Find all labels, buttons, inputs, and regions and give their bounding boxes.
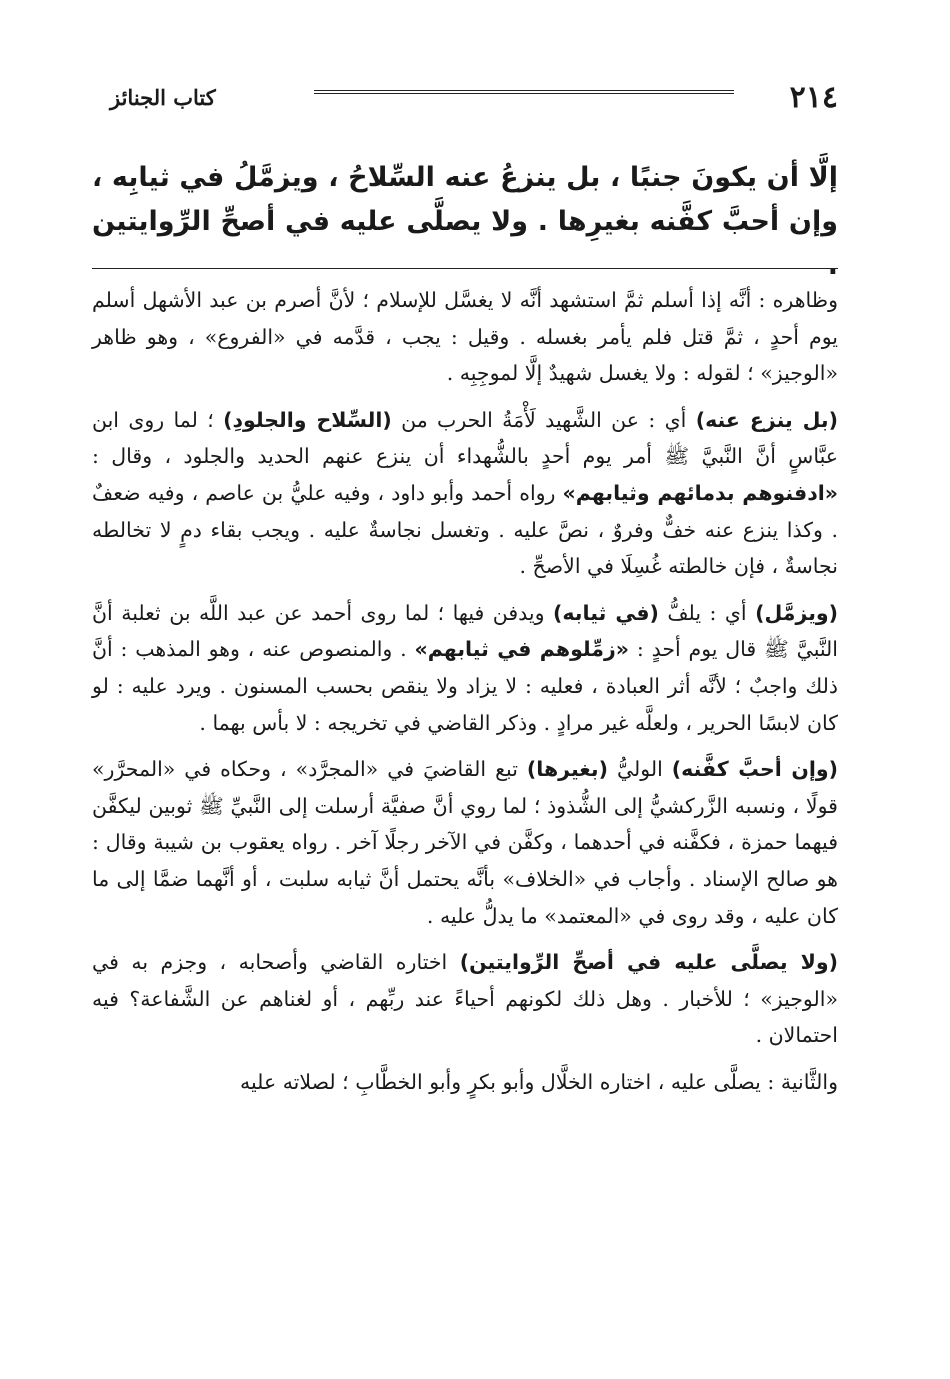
quoted-matn-phrase: (في ثيابه)	[553, 600, 659, 625]
quoted-matn-phrase: (بغيرها)	[526, 757, 608, 782]
quoted-matn-phrase: (السِّلاح والجلودِ)	[223, 407, 392, 432]
commentary-paragraph-2	[92, 402, 838, 585]
commentary-text: ويدفن فيها ؛ لما روى أحمد عن عبد اللَّه بن ثعلبة أنَّ النَّبيَّ ﷺ قال يوم أحدٍ :	[92, 600, 839, 662]
quoted-matn-phrase: (بل ينزع عنه)	[695, 407, 839, 432]
page-number: ٢١٤	[789, 80, 838, 115]
matn-separator-rule	[92, 268, 838, 269]
commentary-text: اختاره القاضي وأصحابه ، وجزم به في «الوجيز» ؛ للأخبار . وهل ذلك لكونهم أحياءً عند ربِّهم ، أو لغناهم عن الشَّفاعة؟ فيه احتمالان .	[92, 950, 838, 1048]
commentary-paragraph-3	[92, 595, 838, 741]
commentary-text: الوليُّ	[607, 757, 672, 782]
hadith-quote: «ادفنوهم بدمائهم وثيابهم»	[562, 480, 838, 505]
commentary	[92, 282, 838, 1100]
commentary-text: رواه أحمد وأبو داود ، وفيه عليُّ بن عاصم ، وفيه ضعفٌ . وكذا ينزع عنه خفٌّ وفروٌ ، نصَّ عليه . وتغسل نجاسةٌ عليه . ويجب بقاء دمٍ لا تخالطه نجاسةٌ ، فإن خالطته غُسِلَا في الأصحِّ .	[92, 480, 838, 579]
quoted-matn-phrase: (ويزمَّل)	[755, 600, 838, 625]
quoted-matn-phrase: (وإن أحبَّ كفَّنه)	[671, 757, 838, 782]
book-title: كتاب الجنائز	[110, 85, 216, 110]
header-rule	[314, 90, 734, 94]
commentary-paragraph-4	[92, 751, 838, 934]
matn-text: إلَّا أن يكونَ جنبًا ، بل ينزعُ عنه السِّلاحُ ، ويزمَّلُ في ثيابِه ، وإن أحبَّ كفَّنه بغيرِها . ولا يصلَّى عليه في أصحِّ الرِّوايتين .	[92, 162, 838, 281]
commentary-paragraph-1: وظاهره : أنَّه إذا أسلم ثمَّ استشهد أنَّه لا يغسَّل للإسلام ؛ لأنَّ أصرم بن عبد الأشهل أسلم يوم أحدٍ ، ثمَّ قتل فلم يأمر بغسله . وقيل : يجب ، قدَّمه في «الفروع» ، وهو ظاهر «الوجيز» ؛ لقوله : ولا يغسل شهيدٌ إلَّا لموجِبِه .	[92, 288, 838, 386]
commentary-text: ؛ لما روى ابن عبَّاسٍ أنَّ النَّبيَّ ﷺ أمر يوم أحدٍ بالشُّهداء أن ينزع عنهم الحديد والجلود ، وقال :	[92, 407, 838, 469]
commentary-paragraph-6: والثَّانية : يصلَّى عليه ، اختاره الخلَّال وأبو بكرٍ وأبو الخطَّابِ ؛ لصلاته عليه	[239, 1069, 838, 1094]
commentary-text: أي : عن الشَّهيد لَأْمَةُ الحرب من	[391, 407, 696, 432]
quoted-matn-phrase: (ولا يصلَّى عليه في أصحِّ الرِّوايتين)	[459, 950, 839, 975]
commentary-text: . والمنصوص عنه ، وهو المذهب : أنَّ ذلك واجبٌ ؛ لأنَّه أثر العبادة ، فعليه : لا يزاد ولا ينقص بحسب المسنون . ويرد عليه : لو كان لابسًا الحرير ، ولعلَّه غير مرادٍ . وذكر القاضي في تخريجه : لا بأس بهما .	[92, 637, 838, 735]
commentary-text: أي : يلفُّ	[658, 600, 756, 625]
commentary-paragraph-5	[92, 944, 838, 1054]
hadith-quote: «زمِّلوهم في ثيابهم»	[414, 637, 630, 662]
commentary-text: تبع القاضيَ في «المجرَّد» ، وحكاه في «المحرَّر» قولًا ، ونسبه الزَّركشيُّ إلى الشُّذوذ ؛ لما روي أنَّ صفيَّة أرسلت إلى النَّبيِّ ﷺ ثوبين ليكفَّن فيهما حمزة ، فكفَّنه في أحدهما ، وكفَّن في الآخر رجلًا آخر . رواه يعقوب بن شيبة وقال : هو صالح الإسناد . وأجاب في «الخلاف» بأنَّه يحتمل أنَّ ثيابه سلبت ، أو أنَّهما ضمَّا إلى ما كان عليه ، وقد روى في «المعتمد» ما يدلُّ عليه .	[92, 757, 838, 928]
running-header	[110, 78, 838, 118]
